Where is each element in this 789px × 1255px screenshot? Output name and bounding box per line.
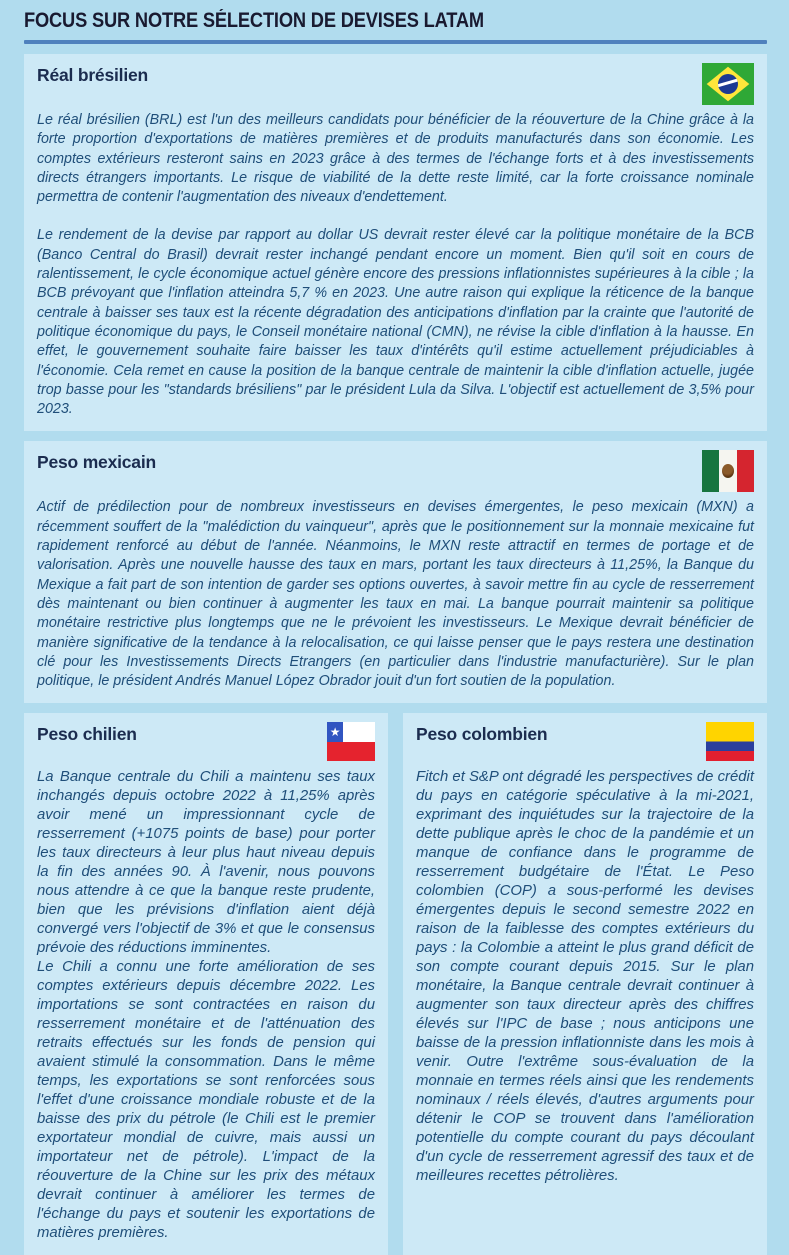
section-title-mexico: Peso mexicain <box>37 452 156 473</box>
paragraph-brazil-2: Le rendement de la devise par rapport au dollar US devrait rester élevé car la politique monétaire de la BCB (Banco Central do Brasil) devrait rester inchangé pendant encore un moment. Bien qu'il soit en cours de ralentissement, le cycle économique actuel génère encore des pressions inflationnistes supérieures à la cible ; la BCB prévoyant que l'inflation atteindra 5,7 % en 2023. Une autre raison qui explique la réticence de la banque centrale à baisser ses taux est la récente dégradation des anticipations d'inflation par la crainte que l'autorité de politique économique du pays, le Conseil monétaire national (CMN), ne révise la cible d'inflation à la hausse. En effet, le gouvernement souhaite faire baisser les taux d'intérêts qu'il estime actuellement préjudiciables à l'économie. Cela remet en cause la position de la banque centrale de maintenir la cible d'inflation actuelle, jugée trop basse pour les "standards brésiliens" par le président Lula da Silva. L'objectif est actuellement de 3,5% pour 2023. <box>37 227 754 418</box>
section-brazil-header <box>37 61 754 105</box>
section-chile-header <box>37 720 375 762</box>
section-title-colombia: Peso colombien <box>416 724 548 745</box>
section-colombia <box>403 713 767 1255</box>
brazil-flag-globe <box>718 74 738 94</box>
section-brazil <box>24 54 767 431</box>
paragraph-chile-2: Le Chili a connu une forte amélioration de ses comptes extérieurs depuis décembre 2022. Les importations se sont contractées en raison du resserrement monétaire et de l'atténuation des retraits effectués sur les fonds de pension qui avaient stimulé la consommation. Dans le même temps, les exportations se sont renforcées sous l'effet d'une croissance mondiale robuste et de la baisse des prix du pétrole (le Chili est le premier exportateur mondial de cuivre, mais aussi un importateur net de pétrole). L'impact de la réouverture de la Chine sur les prix des métaux devrait continuer à améliorer les termes de l'échange du pays et soutenir les exportations de matières premières. <box>37 959 375 1242</box>
paragraph-chile-1: La Banque centrale du Chili a maintenu ses taux inchangés depuis octobre 2022 à 11,25% après avoir mené un impressionnant cycle de resserrement (+1075 points de base) pour porter les taux directeurs à leur plus haut niveau depuis la fin des années 90. À l'avenir, nous pouvons nous attendre à ce que la banque reste prudente, bien que les prévisions d'inflation aient déjà convergé vers l'objectif de 3% et que le consensus prévoie des réductions imminentes. <box>37 769 375 957</box>
chile-flag-icon <box>327 722 375 761</box>
section-colombia-header <box>416 720 754 762</box>
paragraph-mexico-1: Actif de prédilection pour de nombreux investisseurs en devises émergentes, le peso mexicain (MXN) a récemment souffert de la "malédiction du vainqueur", après que le positionnement sur la monnaie mexicaine fut rapidement renforcé au début de l'année. Néanmoins, le MXN reste attractif en termes de portage et de valorisation. Après une nouvelle hausse des taux en mars, portant les taux directeurs à 11,25%, la Banque du Mexique a fait part de son intention de garder ses options ouvertes, à savoir mettre fin au cycle de resserrement dès maintenant ou bien continuer à augmenter les taux en mai. La banque pourrait maintenir sa politique monétaire restrictive plus longtemps que ne le prévoient les investisseurs. Le Mexique devrait bénéficier de manière significative de la tendance à la relocalisation, ce qui laisse penser que le pays restera une destination clé pour les Investissements Directs Etrangers (en particulier dans l'industrie manufacturière). Sur le plan politique, le président Andrés Manuel López Obrador jouit d'un fort soutien de la population. <box>37 499 754 690</box>
two-column-row <box>24 703 767 1255</box>
colombia-flag-icon <box>706 722 754 761</box>
section-chile <box>24 713 388 1255</box>
chile-flag-star: ★ <box>327 722 343 742</box>
section-mexico <box>24 441 767 703</box>
section-title-chile: Peso chilien <box>37 724 137 745</box>
brazil-flag-icon <box>702 63 754 105</box>
paragraph-colombia-1: Fitch et S&P ont dégradé les perspectives de crédit du pays en catégorie spéculative à la mi-2021, exprimant des inquiétudes sur la trajectoire de la dette publique après le choc de la pandémie et un manque de confiance dans le programme de resserrement budgétaire de l'État. Le Peso colombien (COP) a sous-performé les devises émergentes depuis le second semestre 2022 en raison de la faiblesse des comptes extérieurs du pays : la Colombie a atteint le plus grand déficit de son compte courant depuis 2015. Sur le plan monétaire, la Banque centrale devrait continuer à augmenter son taux directeur après des chiffres élevés sur l'IPC de base ; nous anticipons une baisse de la pression inflationniste dans les mois à venir. Outre l'extrême sous-évaluation de la monnaie en termes réels ainsi que les rendements nominaux / réels élevés, d'autres arguments pour détenir le COP se trouvent dans l'amélioration potentielle du compte courant du pays découlant d'un cycle de resserrement agressif des taux et de meilleures recettes pétrolières. <box>416 769 754 1185</box>
title-rule <box>24 40 767 44</box>
page-title: FOCUS SUR NOTRE SÉLECTION DE DEVISES LATAM <box>24 9 484 32</box>
mexico-flag-icon <box>702 450 754 492</box>
section-title-brazil: Réal brésilien <box>37 65 149 85</box>
section-mexico-header <box>37 448 754 492</box>
paragraph-brazil-1: Le réal brésilien (BRL) est l'un des meilleurs candidats pour bénéficier de la réouverture de la Chine grâce à la forte proportion d'exportations de matières premières et de produits manufacturés dans son économie. Les comptes extérieurs resteront sains en 2023 grâce à des termes de l'échange forts et à des investissements directs étrangers importants. Le risque de viabilité de la dette reste limité, car la forte croissance nominale permettra de contenir l'augmentation des niveaux d'endettement. <box>37 112 754 206</box>
